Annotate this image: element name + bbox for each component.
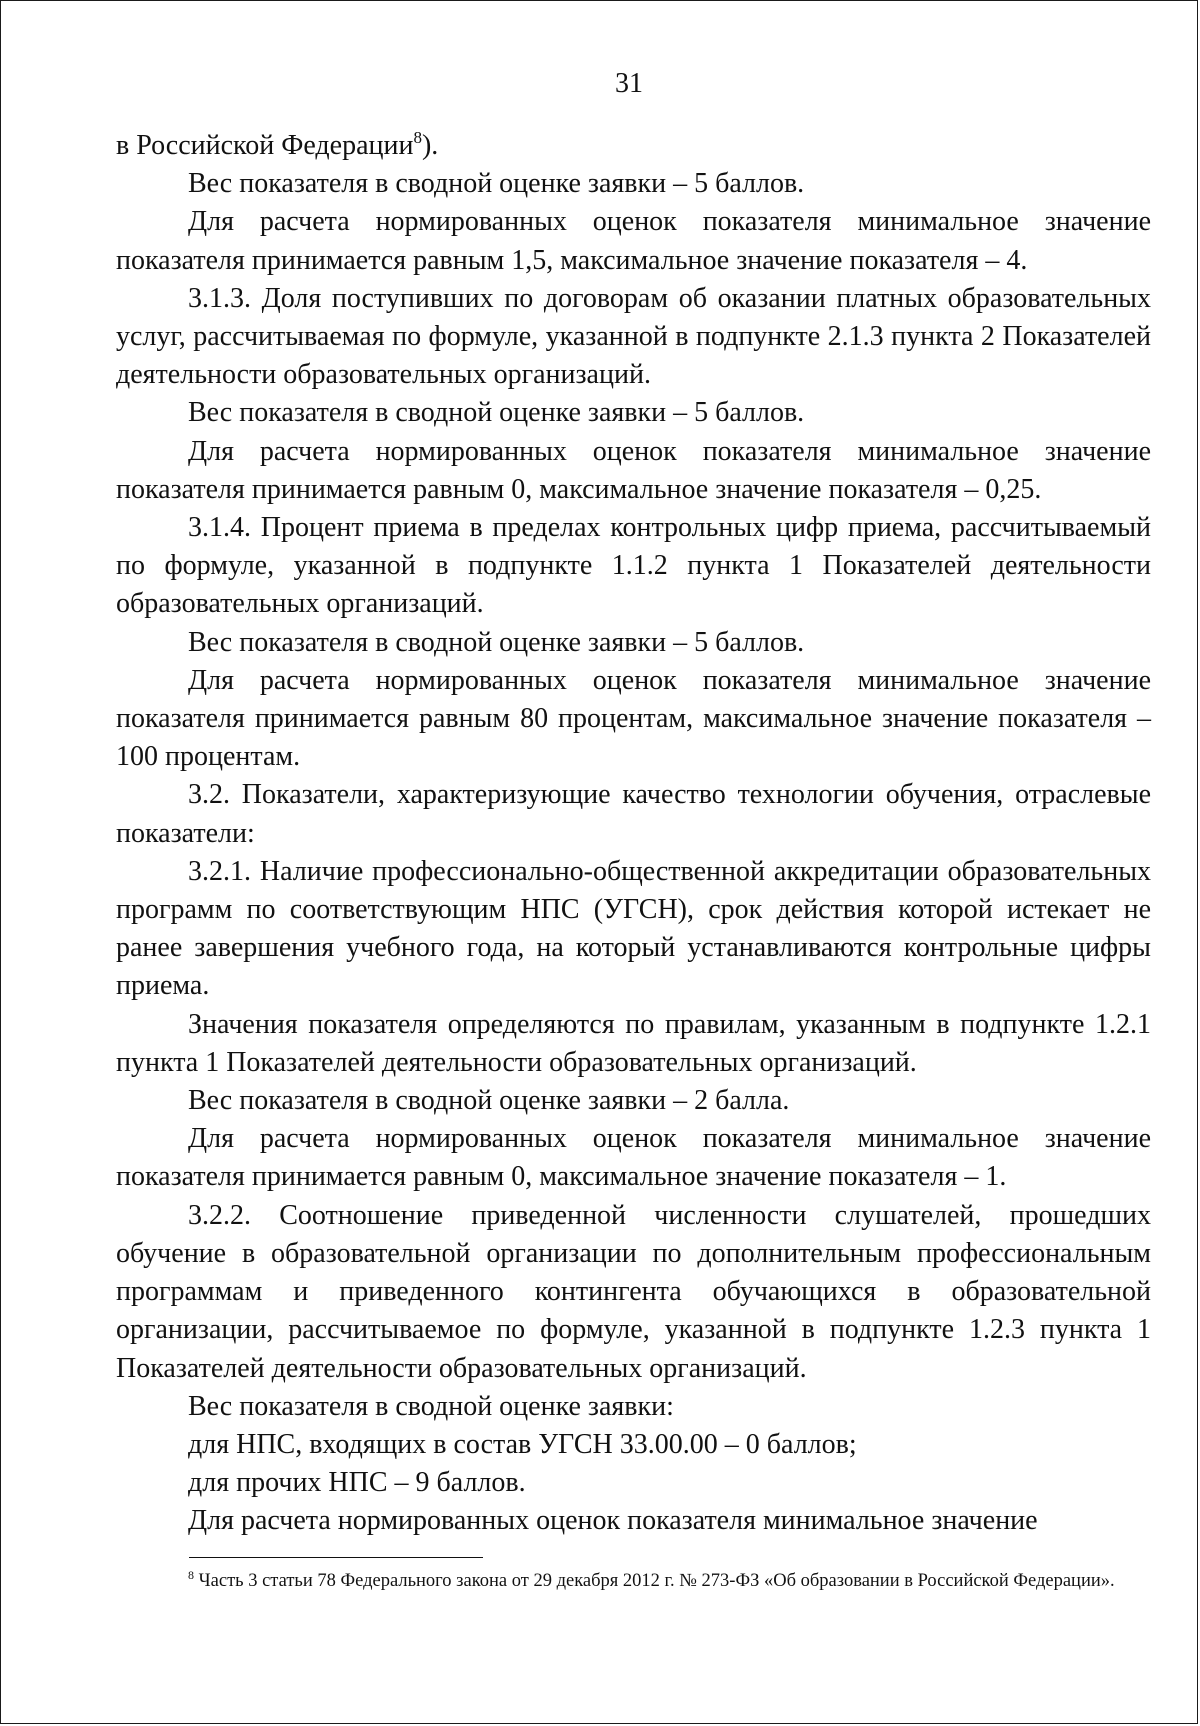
footnote-marker: 8 (188, 1568, 194, 1582)
paragraph: 3.2. Показатели, характеризующие качество технологии обучения, отраслевые показатели: (116, 779, 1151, 849)
paragraph: Вес показателя в сводной оценке заявки: (188, 1390, 674, 1422)
paragraph: Вес показателя в сводной оценке заявки – 5 баллов. (188, 397, 805, 429)
paragraph: в Российской Федерации$^8$). (116, 128, 439, 161)
paragraph: Вес показателя в сводной оценке заявки – 5 баллов. (188, 168, 805, 200)
footnote (116, 1567, 1126, 1595)
paragraph: Для расчета нормированных оценок показателя минимальное значение показателя принимается равным 0, максимальное значение показателя – 0,25. (116, 435, 1151, 505)
footnote-reference: 8 (413, 128, 422, 147)
paragraph: Для расчета нормированных оценок показателя минимальное значение показателя принимается равным 0, максимальное значение показателя – 1. (116, 1123, 1151, 1193)
paragraph: Вес показателя в сводной оценке заявки – 5 баллов. (188, 626, 805, 658)
paragraph: Для расчета нормированных оценок показателя минимальное значение (188, 1505, 1038, 1537)
paragraph: 3.1.3. Доля поступивших по договорам об оказании платных образовательных услуг, рассчитываемая по формуле, указанной в подпункте 2.1.3 пункта 2 Показателей деятельности образовательных организаций. (116, 282, 1151, 391)
paragraph: Вес показателя в сводной оценке заявки – 2 балла. (188, 1085, 790, 1117)
paragraph: 3.2.1. Наличие профессионально-общественной аккредитации образовательных программ по соответствующим НПС (УГСН), срок действия которой истекает не ранее завершения учебного года, на который устанавливаются контрольные цифры приема. (116, 855, 1151, 1002)
body-text (116, 127, 1151, 1541)
paragraph: 3.2.2. Соотношение приведенной численности слушателей, прошедших обучение в образовательной организации по дополнительным профессиональным программам и приведенного контингента обучающихся в образовательной организации, рассчитываемое по формуле, указанной в подпункте 1.2.3 пункта 1 Показателей деятельности образовательных организаций. (116, 1199, 1151, 1384)
footnote-text: $^8$ Часть 3 статьи 78 Федерального закона от 29 декабря 2012 г. № 273-ФЗ «Об образовании в Российской Федерации». (188, 1568, 1115, 1591)
paragraph: Значения показателя определяются по правилам, указанным в подпункте 1.2.1 пункта 1 Показателей деятельности образовательных организаций. (116, 1008, 1151, 1078)
paragraph: для прочих НПС – 9 баллов. (188, 1467, 526, 1499)
paragraph: Для расчета нормированных оценок показателя минимальное значение показателя принимается равным 80 процентам, максимальное значение показателя – 100 процентам. (116, 664, 1151, 773)
paragraph: 3.1.4. Процент приема в пределах контрольных цифр приема, рассчитываемый по формуле, указанной в подпункте 1.1.2 пункта 1 Показателей деятельности образовательных организаций. (116, 512, 1151, 620)
page-number: 31 (615, 68, 643, 99)
paragraph: Для расчета нормированных оценок показателя минимальное значение показателя принимается равным 1,5, максимальное значение показателя – 4. (116, 206, 1151, 276)
footnote-separator (189, 1557, 483, 1558)
paragraph: для НПС, входящих в состав УГСН 33.00.00 – 0 баллов; (188, 1428, 857, 1460)
